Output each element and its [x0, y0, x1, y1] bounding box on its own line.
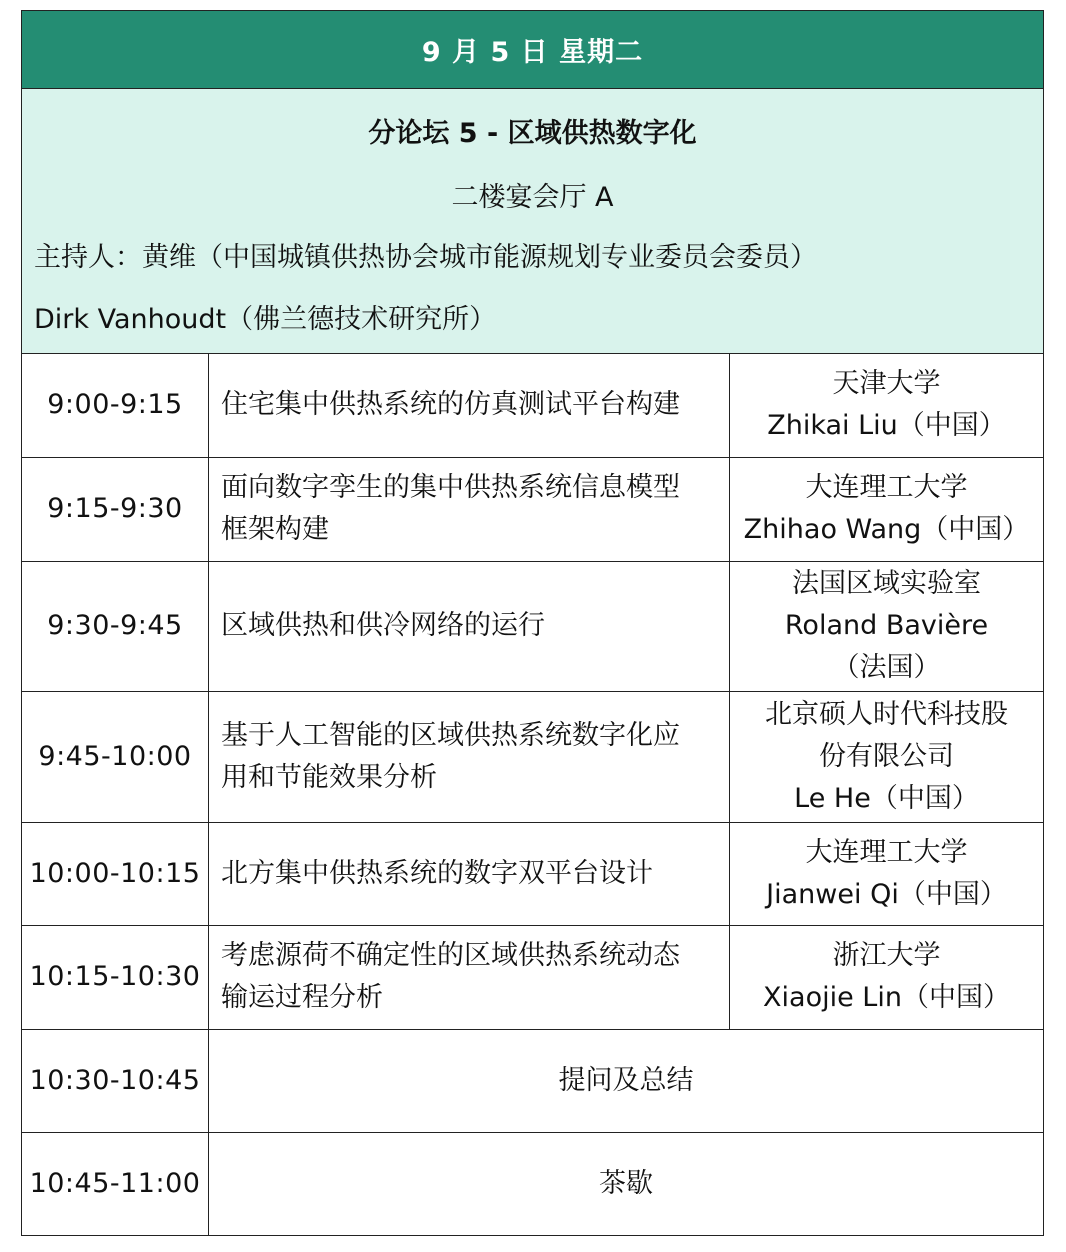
speaker-line: 份有限公司: [819, 740, 954, 772]
session-speaker: [730, 925, 1044, 1029]
speaker-line: Le He（中国）: [794, 782, 979, 814]
session-topic: [209, 822, 730, 925]
session-activity: 茶歇: [209, 1132, 1044, 1235]
forum-room: 二楼宴会厅 A: [451, 182, 614, 213]
table-row: [22, 691, 1043, 822]
session-topic: [209, 457, 730, 561]
topic-line: 区域供热和供冷网络的运行: [221, 610, 545, 641]
topic-line: 基于人工智能的区域供热系统数字化应: [221, 719, 680, 751]
speaker-line: 北京硕人时代科技股: [765, 698, 1008, 730]
speaker-line: 浙江大学: [832, 940, 941, 971]
topic-line: 框架构建: [221, 514, 329, 545]
speaker-line: Xiaojie Lin（中国）: [763, 982, 1010, 1013]
session-topic: [209, 354, 730, 457]
session-time: 10:00-10:15: [22, 822, 209, 925]
table-row: [22, 457, 1043, 561]
speaker-line: 大连理工大学: [805, 472, 968, 503]
table-row: [22, 561, 1043, 691]
topic-line: 住宅集中供热系统的仿真测试平台构建: [221, 389, 680, 421]
session-speaker: [730, 691, 1044, 822]
session-time: 10:15-10:30: [22, 925, 209, 1029]
table-row: [22, 925, 1043, 1029]
session-time: 10:30-10:45: [22, 1029, 209, 1132]
session-speaker: [730, 822, 1044, 925]
forum-title: 分论坛 5 - 区域供热数字化: [368, 118, 697, 149]
session-topic: [209, 561, 730, 691]
table-row: [22, 354, 1043, 457]
session-time: 9:45-10:00: [22, 691, 209, 822]
topic-line: 面向数字孪生的集中供热系统信息模型: [221, 472, 680, 503]
table-row: [22, 1029, 1043, 1132]
forum-host: 主持人：黄维（中国城镇供热协会城市能源规划专业委员会委员）: [34, 242, 817, 273]
table-row: [22, 822, 1043, 925]
speaker-line: 天津大学: [832, 368, 941, 400]
session-time: 9:30-9:45: [22, 561, 209, 691]
speaker-line: Roland Bavière: [784, 610, 989, 641]
topic-line: 北方集中供热系统的数字双平台设计: [221, 857, 653, 889]
topic-line: 考虑源荷不确定性的区域供热系统动态: [221, 940, 680, 971]
speaker-line: Jianwei Qi（中国）: [766, 878, 1007, 910]
speaker-line: 大连理工大学: [805, 836, 968, 868]
session-speaker: [730, 457, 1044, 561]
forum-co-host: Dirk Vanhoudt（佛兰德技术研究所）: [34, 304, 497, 335]
topic-line: 用和节能效果分析: [221, 761, 437, 793]
session-topic: [209, 691, 730, 822]
speaker-line: Zhikai Liu（中国）: [767, 410, 1006, 442]
forum-info: [22, 89, 1043, 354]
session-topic: [209, 925, 730, 1029]
topic-line: 输运过程分析: [221, 982, 383, 1013]
session-time: 9:00-9:15: [22, 354, 209, 457]
session-speaker: [730, 561, 1044, 691]
schedule-sheet: [21, 10, 1044, 1236]
date-header: 9 月 5 日 星期二: [22, 11, 1043, 89]
session-activity: 提问及总结: [209, 1029, 1044, 1132]
speaker-line: Zhihao Wang（中国）: [743, 514, 1030, 545]
schedule-table: [22, 354, 1043, 1235]
speaker-line: 法国区域实验室: [792, 568, 981, 599]
table-row: [22, 1132, 1043, 1235]
session-time: 9:15-9:30: [22, 457, 209, 561]
session-speaker: [730, 354, 1044, 457]
session-time: 10:45-11:00: [22, 1132, 209, 1235]
speaker-line: （法国）: [832, 652, 941, 683]
